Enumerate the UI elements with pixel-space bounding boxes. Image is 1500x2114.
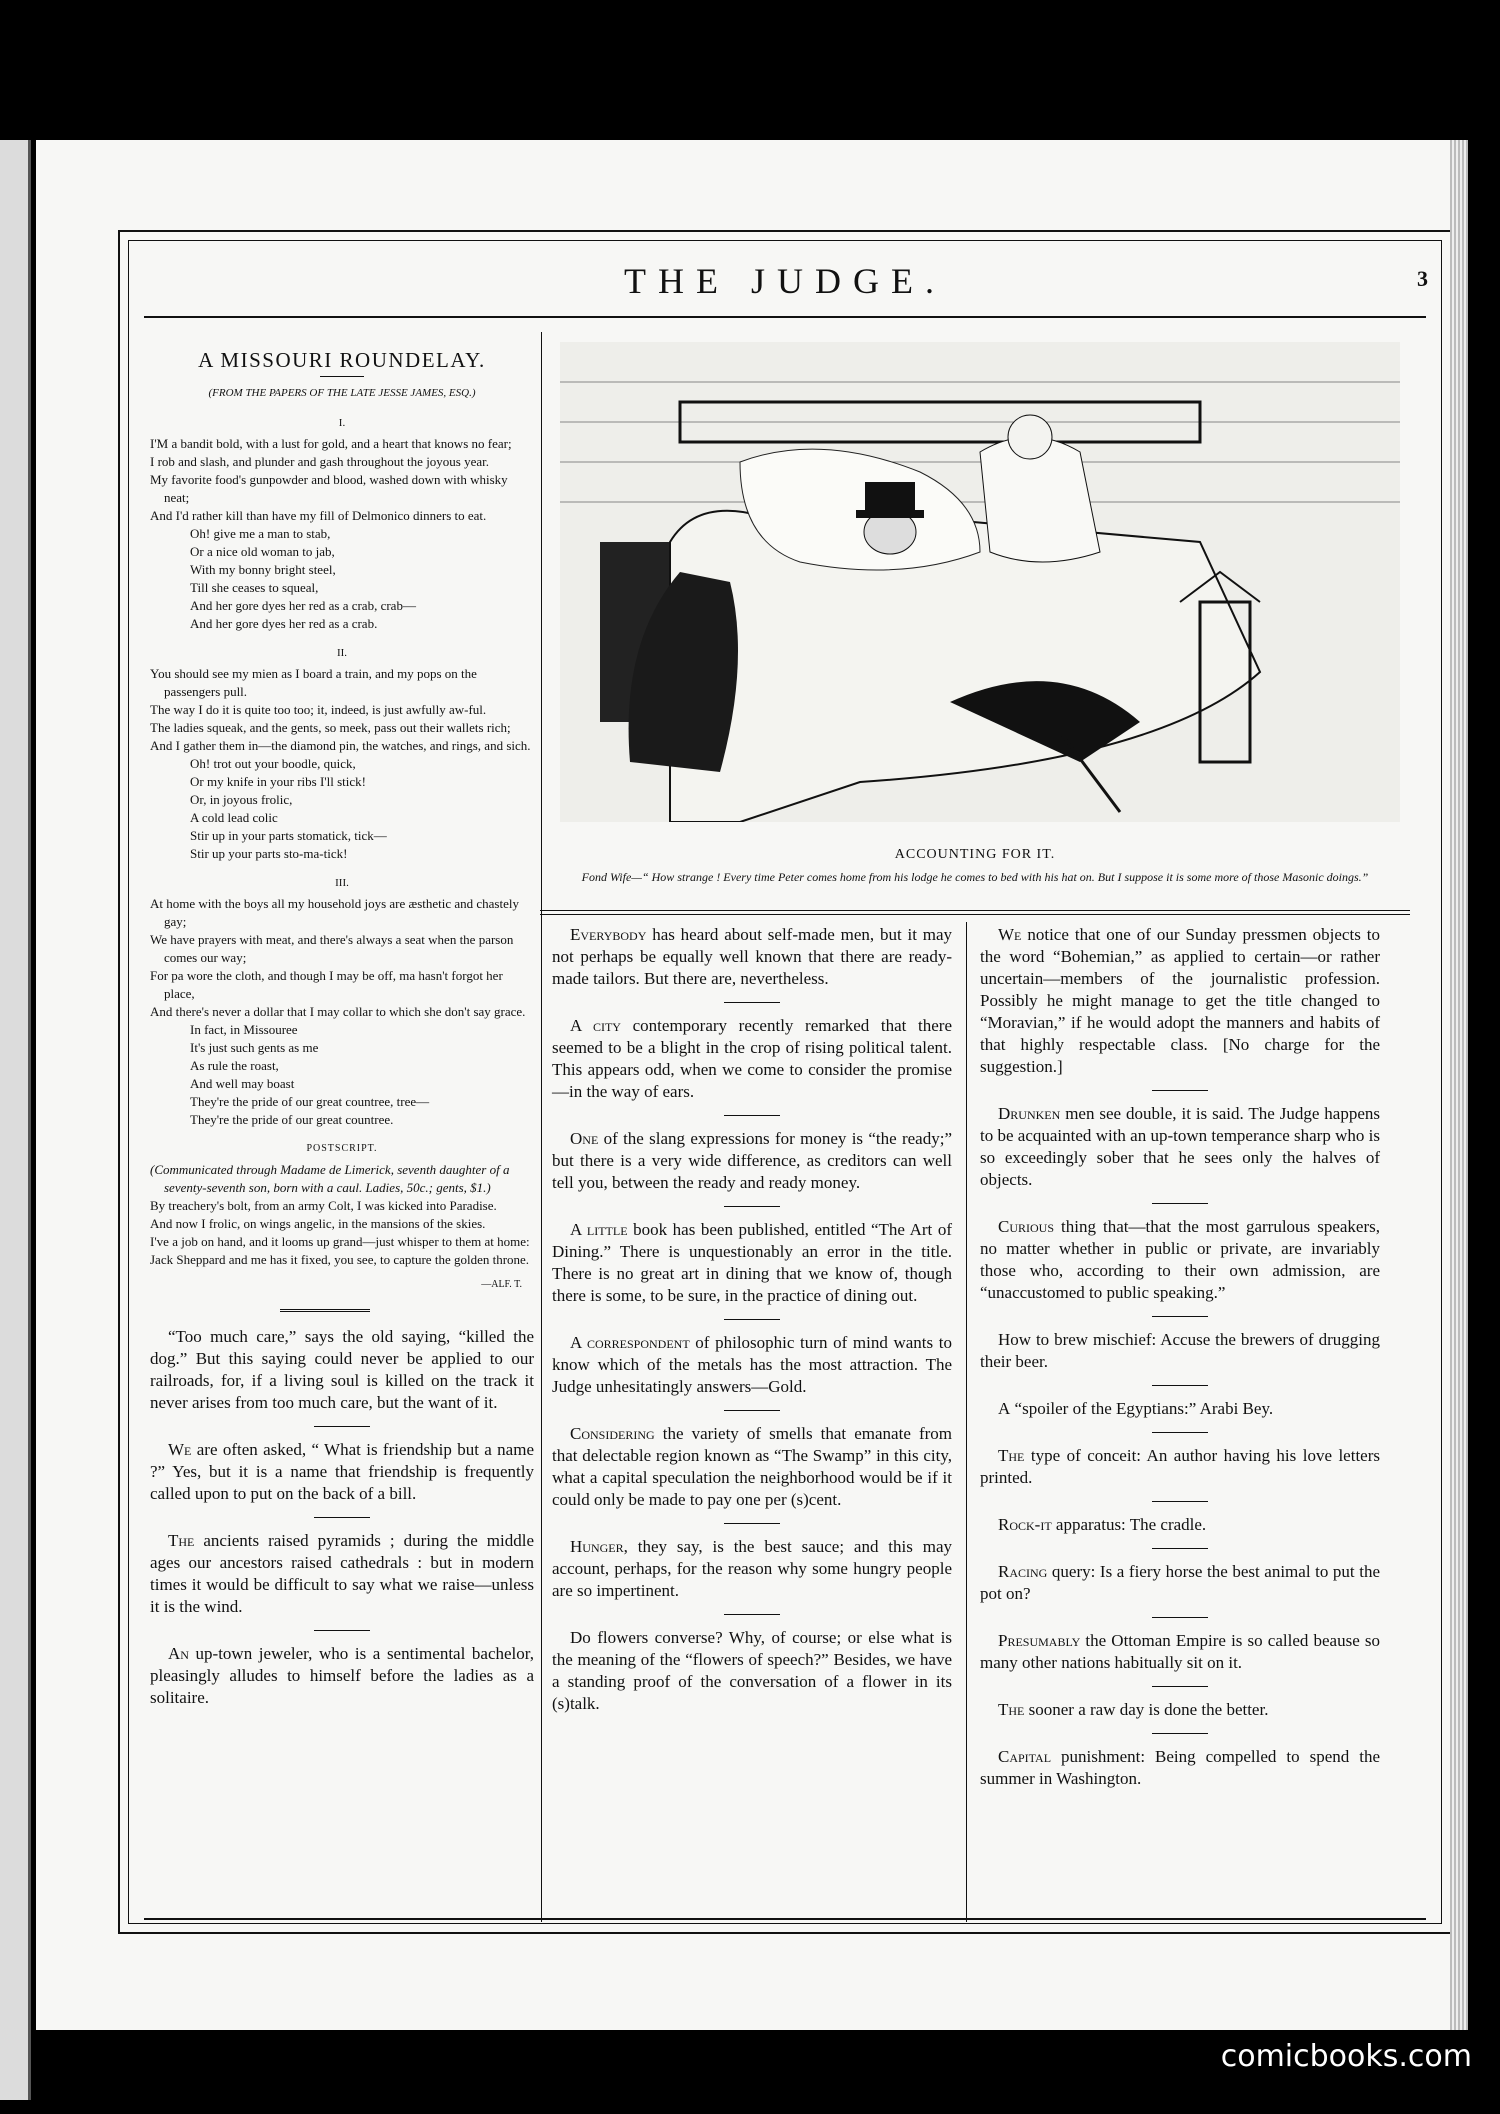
paragraph: Rock-it apparatus: The cradle. (998, 1515, 1207, 1534)
column-rule (541, 332, 542, 1922)
engraving-illustration (560, 342, 1400, 822)
caption-rule (540, 914, 1410, 915)
right-column (980, 924, 1380, 1790)
newspaper-page (36, 140, 1450, 2030)
verse-line: I've a job on hand, and it looms up grand—just whisper to them at home: (150, 1234, 530, 1249)
refrain-line: Oh! trot out your boodle, quick, (190, 756, 356, 771)
paragraph: We notice that one of our Sunday pressmen objects to the word “Bohemian,” as applied to certain—or rather uncertain—members of the journalistic profession. Possibly he might manage to get the title changed to “Moravian,” if he would adopt the manners and habits of that highly respectable class. [No charge for the suggestion.] (980, 925, 1380, 1076)
refrain-line: In fact, in Missouree (190, 1022, 298, 1037)
paragraph: Considering the variety of smells that emanate from that delectable region known as “The Swamp” in this city, what a capital speculation the neighborhood would be if it could only be made to pay one per (s)cent. (552, 1424, 952, 1509)
refrain-line: Or my knife in your ribs I'll stick! (190, 774, 367, 789)
left-column (150, 342, 534, 1709)
postscript-heading: POSTSCRIPT. (306, 1143, 378, 1154)
paragraph: A correspondent of philosophic turn of mind wants to know which of the metals has the most attraction. The Judge unhesitatingly answers—Gold. (552, 1333, 952, 1396)
refrain-line: Or a nice old woman to jab, (190, 544, 335, 559)
divider (724, 1206, 780, 1207)
refrain-line: And her gore dyes her red as a crab. (190, 616, 378, 631)
double-rule (280, 1309, 370, 1312)
verse-line: And I'd rather kill than have my fill of Delmonico dinners to eat. (150, 508, 487, 523)
poem-title: A MISSOURI ROUNDELAY. (198, 348, 486, 372)
paragraph: “Too much care,” says the old saying, “killed the dog.” But this saying could never be applied to our railroads, for, if a living soul is killed on the track it never arises from too much care, but the want of it. (150, 1327, 534, 1412)
divider (1152, 1733, 1208, 1734)
paragraph: A city contemporary recently remarked that there seemed to be a blight in the crop of rising political talent. This appears odd, when we come to consider the promise—in the way of ears. (552, 1016, 952, 1101)
refrain-line: Or, in joyous frolic, (190, 792, 293, 807)
divider (724, 1115, 780, 1116)
paragraph: Drunken men see double, it is said. The Judge happens to be acquainted with an up-town temperance sharp who is so exceedingly sober that he sees only the halves of objects. (980, 1104, 1380, 1189)
postscript-note: (Communicated through Madame de Limerick, seventh daughter of a seventy-seventh son, born with a caul. Ladies, 50c.; gents, $1.) (150, 1162, 510, 1195)
paragraph: Racing query: Is a fiery horse the best animal to put the pot on? (980, 1562, 1380, 1603)
paragraph: An up-town jeweler, who is a sentimental bachelor, pleasingly alludes to himself before the ladies as a solitaire. (150, 1644, 534, 1707)
refrain-line: Till she ceases to squeal, (190, 580, 319, 595)
bottom-rule (144, 1918, 1426, 1920)
divider (1152, 1090, 1208, 1091)
refrain-line: With my bonny bright steel, (190, 562, 336, 577)
verse-line: By treachery's bolt, from an army Colt, I was kicked into Paradise. (150, 1198, 497, 1213)
verse-line: We have prayers with meat, and there's always a seat when the parson comes our way; (150, 932, 514, 965)
divider (1152, 1617, 1208, 1618)
divider (1152, 1385, 1208, 1386)
paragraph: Curious thing that—that the most garrulous speakers, no matter whether in public or private, are invariably those who, according to their own admission, are “unaccustomed to public speaking.” (980, 1217, 1380, 1302)
verse-line: And now I frolic, on wings angelic, in the mansions of the skies. (150, 1216, 486, 1231)
illustration-caption: Fond Wife—“ How strange ! Every time Peter comes home from his lodge he comes to bed with his hat on. But I suppose it is some more of those Masonic doings.” (581, 870, 1369, 884)
refrain-line: They're the pride of our great countree. (190, 1112, 394, 1127)
divider (1152, 1686, 1208, 1687)
verse-line: I'M a bandit bold, with a lust for gold, and a heart that knows no fear; (150, 436, 512, 451)
verse-line: The way I do it is quite too too; it, indeed, is just awfully aw-ful. (150, 702, 487, 717)
refrain-line: Stir up in your parts stomatick, tick— (190, 828, 387, 843)
paragraph: A “spoiler of the Egyptians:” Arabi Bey. (998, 1399, 1274, 1418)
refrain-line: It's just such gents as me (190, 1040, 319, 1055)
verse-line: And there's never a dollar that I may collar to which she don't say grace. (150, 1004, 526, 1019)
column-rule (966, 922, 967, 1922)
refrain-line: And well may boast (190, 1076, 295, 1091)
verse-line: And I gather them in—the diamond pin, the watches, and rings, and sich. (150, 738, 531, 753)
divider (314, 1630, 370, 1631)
masthead: THE JUDGE. (624, 261, 946, 301)
divider (314, 1517, 370, 1518)
caption-rule (540, 910, 1410, 911)
divider (724, 1002, 780, 1003)
paragraph: Everybody has heard about self-made men, but it may not perhaps be equally well known that there are ready-made tailors. But there are, nevertheless. (552, 925, 952, 988)
divider (724, 1614, 780, 1615)
paragraph: We are often asked, “ What is friendship but a name ?” Yes, but it is a name that friendship is frequently called upon to put on the back of a bill. (150, 1440, 534, 1503)
divider (1152, 1501, 1208, 1502)
paragraph: Hunger, they say, is the best sauce; and this may account, perhaps, for the reason why some hungry people are so impertinent. (552, 1537, 952, 1600)
paragraph: The type of conceit: An author having his love letters printed. (980, 1446, 1380, 1487)
divider (1152, 1203, 1208, 1204)
paragraph: Capital punishment: Being compelled to spend the summer in Washington. (980, 1747, 1380, 1788)
verse-line: The ladies squeak, and the gents, so meek, pass out their wallets rich; (150, 720, 511, 735)
divider (1152, 1316, 1208, 1317)
middle-column (552, 924, 952, 1715)
divider (320, 376, 364, 377)
divider (724, 1523, 780, 1524)
page-stack-edge (1450, 140, 1468, 2030)
header-rule (144, 316, 1426, 318)
verse-line: I rob and slash, and plunder and gash throughout the joyous year. (150, 454, 490, 469)
stanza-number: I. (338, 417, 346, 429)
refrain-line: A cold lead colic (190, 810, 278, 825)
paragraph: How to brew mischief: Accuse the brewers of drugging their beer. (980, 1330, 1380, 1371)
divider (1152, 1432, 1208, 1433)
divider (314, 1426, 370, 1427)
watermark: comicbooks.com (1220, 2039, 1472, 2074)
verse-line: For pa wore the cloth, and though I may be off, ma hasn't forgot her place, (150, 968, 503, 1001)
refrain-line: Oh! give me a man to stab, (190, 526, 331, 541)
poem-subtitle: (FROM THE PAPERS OF THE LATE JESSE JAMES, ESQ.) (208, 387, 476, 399)
refrain-line: And her gore dyes her red as a crab, crab— (190, 598, 416, 613)
adjacent-page-edge (0, 140, 31, 2100)
refrain-line: As rule the roast, (190, 1058, 279, 1073)
paragraph: The sooner a raw day is done the better. (998, 1700, 1269, 1719)
refrain-line: Stir up your parts sto-ma-tick! (190, 846, 348, 861)
page-number: 3 (1417, 266, 1428, 291)
verse-line: Jack Sheppard and me has it fixed, you see, to capture the golden throne. (150, 1252, 530, 1267)
refrain-line: They're the pride of our great countree, tree— (190, 1094, 430, 1109)
divider (724, 1410, 780, 1411)
page-border (118, 230, 1452, 1934)
paragraph: A little book has been published, entitled “The Art of Dining.” There is unquestionably an error in the title. There is no great art in dining that we know of, though there is some, to be sure, in the practice of dining out. (552, 1220, 952, 1305)
paragraph: The ancients raised pyramids ; during the middle ages our ancestors raised cathedrals : but in modern times it would be difficult to say what we raise—unless it is the wind. (150, 1531, 534, 1616)
stanza-number: III. (335, 877, 349, 889)
paragraph: Presumably the Ottoman Empire is so called beause so many other nations habitually sit on it. (980, 1631, 1380, 1672)
poem-signature: —ALF. T. (481, 1279, 522, 1290)
stanza-number: II. (336, 647, 348, 659)
paragraph: One of the slang expressions for money is “the ready;” but there is a very wide difference, as creditors can well tell you, between the ready and ready money. (552, 1129, 952, 1192)
verse-line: My favorite food's gunpowder and blood, washed down with whisky neat; (150, 472, 508, 505)
verse-line: At home with the boys all my household joys are æsthetic and chastely gay; (150, 896, 519, 929)
divider (724, 1319, 780, 1320)
illustration-title: ACCOUNTING FOR IT. (894, 847, 1056, 862)
paragraph: Do flowers converse? Why, of course; or else what is the meaning of the “flowers of speech?” Besides, we have a standing proof of the conversation of a flower in its (s)talk. (552, 1628, 952, 1713)
verse-line: You should see my mien as I board a train, and my pops on the passengers pull. (150, 666, 477, 699)
divider (1152, 1548, 1208, 1549)
